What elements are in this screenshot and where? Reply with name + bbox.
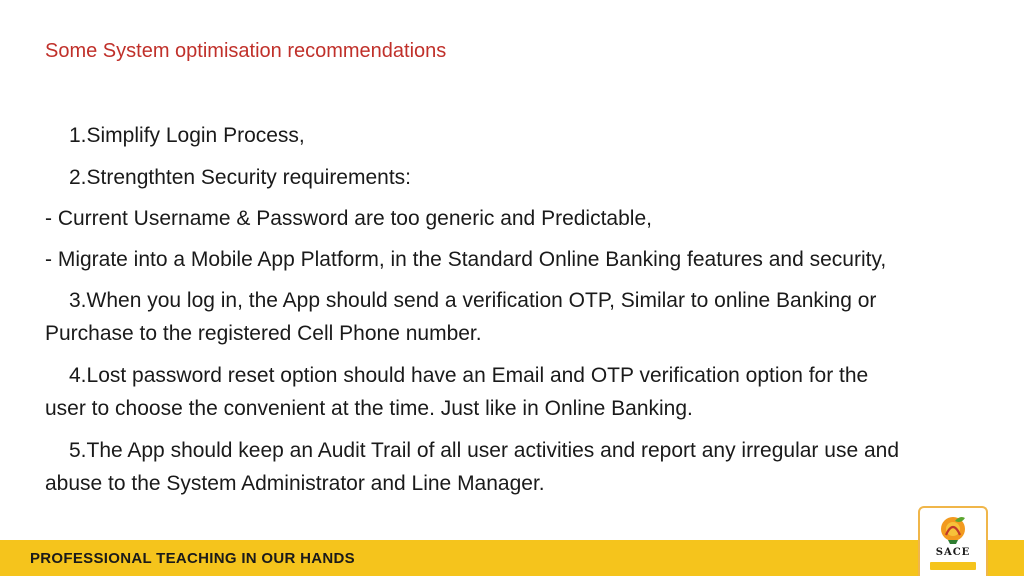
recommendation-5: 5.The App should keep an Audit Trail of all user activities and report any irregular use and: [69, 439, 899, 462]
sace-logo-icon: [936, 513, 970, 547]
footer-bar: [0, 540, 1024, 576]
recommendation-4-continued: user to choose the convenient at the time. Just like in Online Banking.: [45, 397, 693, 420]
recommendation-3: 3.When you log in, the App should send a verification OTP, Similar to online Banking or: [69, 289, 877, 312]
recommendation-4: 4.Lost password reset option should have an Email and OTP verification option for the: [69, 364, 869, 387]
logo-band: [930, 562, 976, 570]
recommendation-1: 1.Simplify Login Process,: [69, 124, 305, 147]
footer-tagline: PROFESSIONAL TEACHING IN OUR HANDS: [30, 550, 355, 567]
sub-point-1: - Current Username & Password are too generic and Predictable,: [45, 207, 652, 230]
recommendation-5-continued: abuse to the System Administrator and Line Manager.: [45, 472, 545, 495]
sace-logo-text: SACE: [935, 547, 971, 558]
recommendation-3-continued: Purchase to the registered Cell Phone number.: [45, 322, 482, 345]
recommendation-2: 2.Strengthten Security requirements:: [69, 166, 412, 189]
sace-logo: [918, 506, 988, 576]
sub-point-2: - Migrate into a Mobile App Platform, in the Standard Online Banking features and security,: [45, 248, 887, 271]
slide-title: Some System optimisation recommendations: [45, 40, 447, 62]
